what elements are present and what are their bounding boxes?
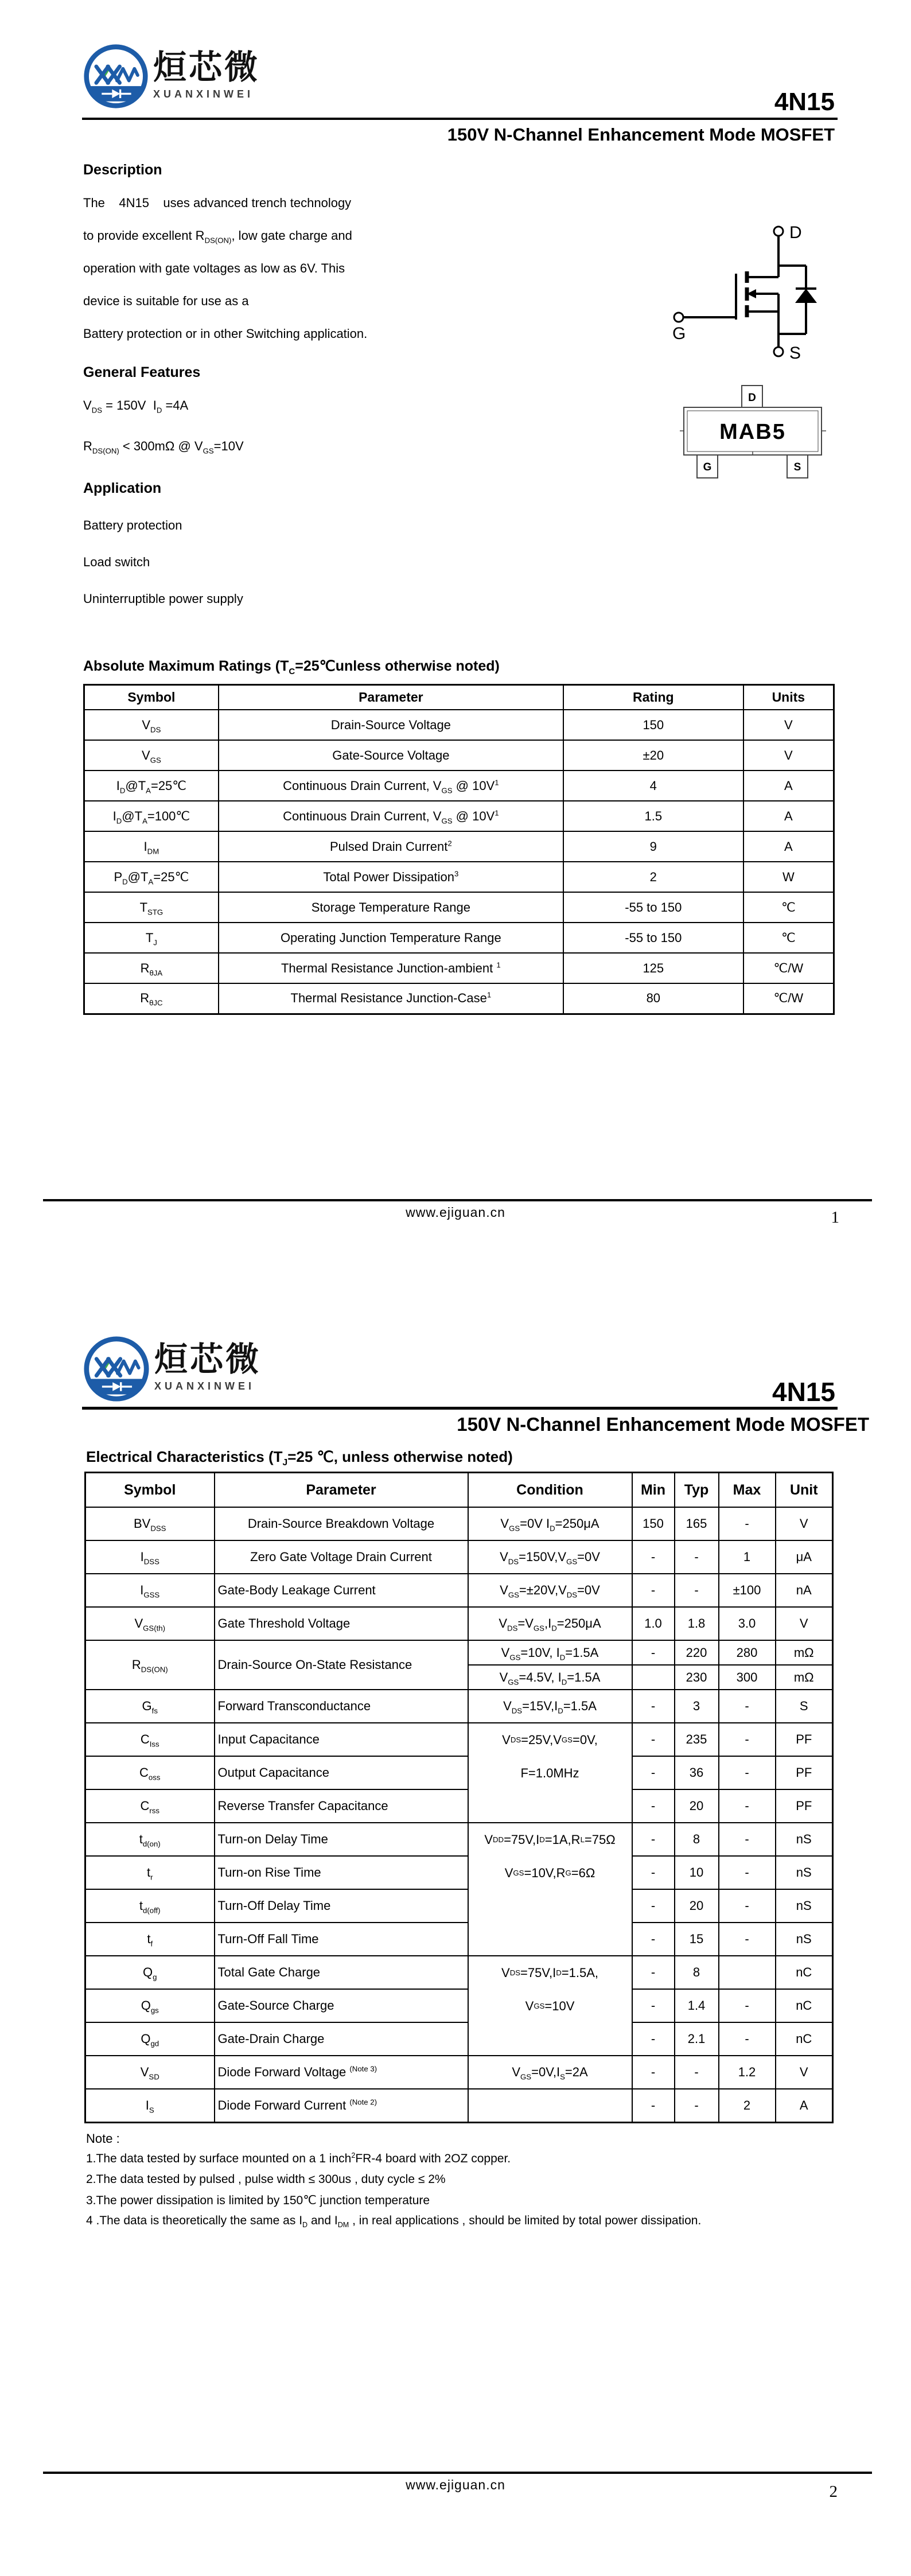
table-cell: $R_{DS(ON)}$ bbox=[85, 1640, 215, 1690]
description-line: operation with gate voltages as low as 6V. This bbox=[83, 261, 345, 275]
page-2 bbox=[0, 1288, 911, 2576]
table-cell: $t_r$ bbox=[85, 1856, 215, 1889]
table-cell: $t_f$ bbox=[85, 1923, 215, 1956]
table-cell: - bbox=[719, 1756, 776, 1789]
table-cell: ℃ bbox=[743, 892, 834, 923]
source-label: S bbox=[789, 344, 801, 363]
brand-logo-icon bbox=[83, 44, 149, 109]
table-cell: - bbox=[632, 1856, 675, 1889]
table-cell: A bbox=[776, 2089, 833, 2122]
table-cell: nS bbox=[776, 1823, 833, 1856]
table-cell: ℃ bbox=[743, 923, 834, 953]
table-cell: Drain-Source Breakdown Voltage bbox=[215, 1507, 468, 1540]
column-header: Parameter bbox=[219, 685, 563, 710]
table-row bbox=[85, 1574, 833, 1607]
table-cell: - bbox=[719, 1989, 776, 2022]
table-cell: - bbox=[632, 2056, 675, 2089]
footer-url: www.ejiguan.cn bbox=[406, 1205, 505, 1220]
table-cell: nS bbox=[776, 1889, 833, 1923]
table-row bbox=[85, 1507, 833, 1540]
table-cell bbox=[719, 1956, 776, 1989]
table-cell: PF bbox=[776, 1756, 833, 1789]
brand-logo bbox=[83, 1336, 261, 1402]
doc-subtitle: 150V N-Channel Enhancement Mode MOSFET bbox=[447, 124, 835, 145]
table-cell: nS bbox=[776, 1856, 833, 1889]
table-row bbox=[85, 1989, 833, 2022]
table-cell: ℃/W bbox=[743, 953, 834, 983]
table-cell: 1.0 bbox=[632, 1607, 675, 1640]
table-cell: $V_{GS}=4.5V$, $I_D=1.5A$ bbox=[468, 1665, 632, 1690]
package-outline-figure bbox=[680, 382, 826, 482]
table-cell: - bbox=[632, 1690, 675, 1723]
table-cell: - bbox=[632, 1640, 675, 1665]
column-header: Units bbox=[743, 685, 834, 710]
table-cell: - bbox=[719, 1789, 776, 1823]
general-features-heading: General Features bbox=[83, 364, 201, 380]
table-cell: nC bbox=[776, 2022, 833, 2056]
table-cell: V DS =25V,V GS =0V, F=1.0MHz bbox=[468, 1723, 632, 1823]
table-cell: V bbox=[743, 740, 834, 771]
mosfet-symbol-figure bbox=[660, 221, 832, 367]
table-cell: A bbox=[743, 771, 834, 801]
table-cell: Gate-Body Leakage Current bbox=[215, 1574, 468, 1607]
table-cell: $Q_g$ bbox=[85, 1956, 215, 1989]
feature-line: $V_{DS} = 150V$ $I_D =4A$ bbox=[83, 398, 189, 415]
table-cell: - bbox=[632, 2022, 675, 2056]
table-cell: mΩ bbox=[776, 1665, 833, 1690]
pin-s-label: S bbox=[793, 461, 801, 473]
table-cell: 80 bbox=[563, 983, 743, 1014]
table-cell: $I_{DSS}$ bbox=[85, 1540, 215, 1574]
table-cell: Zero Gate Voltage Drain Current bbox=[215, 1540, 468, 1574]
table-cell: 1.4 bbox=[675, 1989, 719, 2022]
table-cell: Diode Forward Current $^{(Note 2)}$ bbox=[215, 2089, 468, 2122]
table-cell: 280 bbox=[719, 1640, 776, 1665]
table-row bbox=[85, 1756, 833, 1789]
table-cell: $P_D@T_A=25℃$ bbox=[84, 862, 219, 892]
table-cell: -55 to 150 bbox=[563, 892, 743, 923]
table-cell: V bbox=[776, 2056, 833, 2089]
pin-d-label: D bbox=[748, 392, 756, 404]
table-cell: $BV_{DSS}$ bbox=[85, 1507, 215, 1540]
column-header: Parameter bbox=[215, 1473, 468, 1508]
table-cell: V bbox=[776, 1507, 833, 1540]
table-cell: 1.8 bbox=[675, 1607, 719, 1640]
general-features-list bbox=[83, 398, 496, 480]
table-cell: - bbox=[675, 2089, 719, 2122]
table-cell: nC bbox=[776, 1989, 833, 2022]
amr-title: Absolute Maximum Ratings ($T_C=25℃unless$ otherwise noted) bbox=[83, 658, 500, 676]
description-line: Battery protection or in other Switching application. bbox=[83, 326, 368, 341]
table-cell: μA bbox=[776, 1540, 833, 1574]
table-cell: - bbox=[632, 1923, 675, 1956]
brand-logo-icon bbox=[83, 1336, 150, 1402]
description-line: device is suitable for use as a bbox=[83, 294, 249, 308]
table-cell: Forward Transconductance bbox=[215, 1690, 468, 1723]
table-cell: Pulsed Drain Current$^2$ bbox=[219, 831, 563, 862]
table-cell: 10 bbox=[675, 1856, 719, 1889]
table-cell: $V_{GS(th)}$ bbox=[85, 1607, 215, 1640]
table-row bbox=[84, 801, 834, 831]
description-line: The 4N15 uses advanced trench technology bbox=[83, 196, 352, 210]
table-cell: - bbox=[632, 1889, 675, 1923]
table-cell: Output Capacitance bbox=[215, 1756, 468, 1789]
table-cell: $T_{STG}$ bbox=[84, 892, 219, 923]
table-cell: A bbox=[743, 831, 834, 862]
table-cell: $I_S$ bbox=[85, 2089, 215, 2122]
ec-title: Electrical Characteristics ($T_J=25$ ℃, unless otherwise noted) bbox=[86, 1448, 513, 1468]
table-cell: 1.5 bbox=[563, 801, 743, 831]
table-row bbox=[85, 2056, 833, 2089]
column-header: Typ bbox=[675, 1473, 719, 1508]
table-cell: - bbox=[675, 1540, 719, 1574]
table-cell: 125 bbox=[563, 953, 743, 983]
table-cell: Input Capacitance bbox=[215, 1723, 468, 1756]
table-row bbox=[84, 862, 834, 892]
table-cell: $V_{DS}=15V,I_D=1.5A$ bbox=[468, 1690, 632, 1723]
table-cell: Total Gate Charge bbox=[215, 1956, 468, 1989]
note-line: 3.The power dissipation is limited by 150℃ junction temperature bbox=[86, 2194, 430, 2207]
table-cell: 300 bbox=[719, 1665, 776, 1690]
table-cell: S bbox=[776, 1690, 833, 1723]
table-cell: 8 bbox=[675, 1956, 719, 1989]
table-row bbox=[85, 1540, 833, 1574]
table-cell: $V_{DS}=150V,V_{GS}=0V$ bbox=[468, 1540, 632, 1574]
table-cell: $C_{rss}$ bbox=[85, 1789, 215, 1823]
table-cell: Gate Threshold Voltage bbox=[215, 1607, 468, 1640]
table-cell: Storage Temperature Range bbox=[219, 892, 563, 923]
table-row bbox=[85, 1607, 833, 1640]
table-cell: nS bbox=[776, 1923, 833, 1956]
doc-subtitle: 150V N-Channel Enhancement Mode MOSFET bbox=[457, 1414, 869, 1435]
table-cell: ℃/W bbox=[743, 983, 834, 1014]
table-cell: PF bbox=[776, 1789, 833, 1823]
table-row bbox=[84, 953, 834, 983]
table-cell: - bbox=[719, 1889, 776, 1923]
table-cell: 20 bbox=[675, 1789, 719, 1823]
table-cell: V bbox=[743, 710, 834, 740]
electrical-characteristics-table bbox=[84, 1472, 832, 2123]
data-table bbox=[84, 1472, 834, 2123]
table-row bbox=[85, 1690, 833, 1723]
table-cell: 150 bbox=[632, 1507, 675, 1540]
table-cell: $C_{oss}$ bbox=[85, 1756, 215, 1789]
table-cell: Total Power Dissipation$^3$ bbox=[219, 862, 563, 892]
pin-g-label: G bbox=[703, 461, 712, 473]
column-header: Condition bbox=[468, 1473, 632, 1508]
table-cell: 165 bbox=[675, 1507, 719, 1540]
table-row bbox=[85, 1856, 833, 1889]
absolute-maximum-ratings-table bbox=[83, 684, 835, 1015]
table-cell: Turn-Off Fall Time bbox=[215, 1923, 468, 1956]
table-cell: $T_J$ bbox=[84, 923, 219, 953]
table-cell: Reverse Transfer Capacitance bbox=[215, 1789, 468, 1823]
application-line: Battery protection bbox=[83, 518, 182, 532]
brand-name bbox=[154, 1336, 261, 1392]
table-cell: $I_{DM}$ bbox=[84, 831, 219, 862]
table-cell: Drain-Source On-State Resistance bbox=[215, 1640, 468, 1690]
table-row bbox=[84, 771, 834, 801]
table-cell: V DD =75V,I D =1A,R L =75Ω V GS =10V,R G =6Ω bbox=[468, 1823, 632, 1956]
table-cell: $I_D@T_A=25℃$ bbox=[84, 771, 219, 801]
table-cell: $V_{GS}$ bbox=[84, 740, 219, 771]
table-cell: Gate-Source Voltage bbox=[219, 740, 563, 771]
table-row bbox=[84, 923, 834, 953]
table-cell: - bbox=[632, 2089, 675, 2122]
table-cell: $t_{d(on)}$ bbox=[85, 1823, 215, 1856]
table-cell: - bbox=[719, 1823, 776, 1856]
table-cell: - bbox=[675, 1574, 719, 1607]
table-cell: 230 bbox=[675, 1665, 719, 1690]
description-paragraph bbox=[83, 196, 496, 359]
header-row bbox=[84, 685, 834, 710]
column-header: Rating bbox=[563, 685, 743, 710]
table-cell: 3 bbox=[675, 1690, 719, 1723]
table-cell: - bbox=[632, 1540, 675, 1574]
header-row bbox=[85, 1473, 833, 1508]
table-cell: 2.1 bbox=[675, 2022, 719, 2056]
application-heading: Application bbox=[83, 480, 162, 496]
table-cell: -55 to 150 bbox=[563, 923, 743, 953]
table-cell: Diode Forward Voltage $^{(Note 3)}$ bbox=[215, 2056, 468, 2089]
table-cell: - bbox=[632, 1956, 675, 1989]
application-line: Load switch bbox=[83, 555, 150, 569]
table-cell: $I_{GSS}$ bbox=[85, 1574, 215, 1607]
feature-line: $R_{DS(ON)} < 300m\Omega$ @ $V_{GS}=10V$ bbox=[83, 439, 244, 456]
footer-rule bbox=[43, 2472, 872, 2474]
table-row bbox=[84, 740, 834, 771]
table-cell: $I_D@T_A=100℃$ bbox=[84, 801, 219, 831]
table-row bbox=[85, 1823, 833, 1856]
table-cell: Thermal Resistance Junction-Case$^1$ bbox=[219, 983, 563, 1014]
table-cell: $V_{DS}$ bbox=[84, 710, 219, 740]
table-cell: $R_{\theta JA}$ bbox=[84, 953, 219, 983]
table-cell: nA bbox=[776, 1574, 833, 1607]
brand-name-en: XUANXINWEI bbox=[153, 88, 254, 100]
column-header: Unit bbox=[776, 1473, 833, 1508]
brand-name-en: XUANXINWEI bbox=[154, 1380, 255, 1392]
table-cell bbox=[632, 1665, 675, 1690]
header-rule bbox=[82, 1407, 838, 1410]
brand-name-cn: 烜芯微 bbox=[153, 49, 260, 86]
table-cell: - bbox=[719, 1923, 776, 1956]
table-cell: 36 bbox=[675, 1756, 719, 1789]
table-cell: Continuous Drain Current, $V_{GS}$ @ $10V^1$ bbox=[219, 771, 563, 801]
data-table bbox=[83, 684, 835, 1015]
table-cell: ±100 bbox=[719, 1574, 776, 1607]
table-cell: $V_{GS}=10V$, $I_D=1.5A$ bbox=[468, 1640, 632, 1665]
table-cell: - bbox=[719, 1507, 776, 1540]
table-cell: mΩ bbox=[776, 1640, 833, 1665]
page-number: 2 bbox=[829, 2482, 838, 2501]
gate-label: G bbox=[672, 324, 686, 343]
table-cell: A bbox=[743, 801, 834, 831]
table-cell: $C_{Iss}$ bbox=[85, 1723, 215, 1756]
table-cell: $V_{GS}=0V$ $I_D=250\mu A$ bbox=[468, 1507, 632, 1540]
application-line: Uninterruptible power supply bbox=[83, 592, 243, 606]
package-marking: MAB5 bbox=[719, 420, 786, 444]
column-header: Max bbox=[719, 1473, 776, 1508]
table-cell: - bbox=[632, 1756, 675, 1789]
table-cell: - bbox=[675, 2056, 719, 2089]
table-cell: Operating Junction Temperature Range bbox=[219, 923, 563, 953]
table-cell: Turn-Off Delay Time bbox=[215, 1889, 468, 1923]
table-cell: - bbox=[719, 2022, 776, 2056]
table-row bbox=[85, 1923, 833, 1956]
notes-list bbox=[86, 2152, 832, 2235]
table-cell: Gate-Source Charge bbox=[215, 1989, 468, 2022]
table-cell bbox=[468, 2089, 632, 2122]
table-cell: Gate-Drain Charge bbox=[215, 2022, 468, 2056]
table-row bbox=[84, 892, 834, 923]
table-row bbox=[85, 1789, 833, 1823]
note-line: 2.The data tested by pulsed , pulse width ≤ 300us , duty cycle ≤ 2% bbox=[86, 2173, 446, 2186]
table-cell: V bbox=[776, 1607, 833, 1640]
table-cell: Continuous Drain Current, $V_{GS}$ @ $10V^1$ bbox=[219, 801, 563, 831]
column-header: Symbol bbox=[84, 685, 219, 710]
table-cell: Turn-on Delay Time bbox=[215, 1823, 468, 1856]
drain-label: D bbox=[789, 223, 802, 242]
table-row bbox=[84, 710, 834, 740]
table-cell: - bbox=[632, 1789, 675, 1823]
table-row bbox=[85, 1956, 833, 1989]
description-heading: Description bbox=[83, 162, 162, 178]
table-cell: - bbox=[632, 1723, 675, 1756]
table-cell: $R_{\theta JC}$ bbox=[84, 983, 219, 1014]
table-cell: 150 bbox=[563, 710, 743, 740]
table-cell: - bbox=[632, 1989, 675, 2022]
table-row bbox=[85, 1889, 833, 1923]
table-cell: 4 bbox=[563, 771, 743, 801]
table-cell: 1.2 bbox=[719, 2056, 776, 2089]
table-cell: $V_{SD}$ bbox=[85, 2056, 215, 2089]
table-row bbox=[85, 2089, 833, 2122]
part-number: 4N15 bbox=[772, 1377, 835, 1407]
table-cell: - bbox=[719, 1856, 776, 1889]
brand-name-cn: 烜芯微 bbox=[154, 1341, 262, 1378]
table-cell: 235 bbox=[675, 1723, 719, 1756]
table-row bbox=[84, 983, 834, 1014]
table-cell: 1 bbox=[719, 1540, 776, 1574]
table-row bbox=[85, 1723, 833, 1756]
page-number: 1 bbox=[831, 1208, 839, 1227]
column-header: Min bbox=[632, 1473, 675, 1508]
table-cell: PF bbox=[776, 1723, 833, 1756]
table-cell: $V_{GS}=\pm 20V,V_{DS}=0V$ bbox=[468, 1574, 632, 1607]
table-cell: Turn-on Rise Time bbox=[215, 1856, 468, 1889]
table-cell: 2 bbox=[563, 862, 743, 892]
table-row bbox=[84, 831, 834, 862]
table-cell: $V_{DS}=V_{GS},I_D=250\mu A$ bbox=[468, 1607, 632, 1640]
footer-url: www.ejiguan.cn bbox=[406, 2477, 505, 2492]
part-number: 4N15 bbox=[774, 88, 835, 116]
table-cell: nC bbox=[776, 1956, 833, 1989]
table-row bbox=[85, 2022, 833, 2056]
table-cell: - bbox=[632, 1823, 675, 1856]
table-cell: 220 bbox=[675, 1640, 719, 1665]
table-cell: 20 bbox=[675, 1889, 719, 1923]
table-cell: 15 bbox=[675, 1923, 719, 1956]
table-cell: 2 bbox=[719, 2089, 776, 2122]
table-cell: $Q_{gd}$ bbox=[85, 2022, 215, 2056]
table-cell: $Q_{gs}$ bbox=[85, 1989, 215, 2022]
table-cell: 9 bbox=[563, 831, 743, 862]
table-cell: Drain-Source Voltage bbox=[219, 710, 563, 740]
footer-rule bbox=[43, 1199, 872, 1201]
table-cell: V DS =75V,I D =1.5A, V GS =10V bbox=[468, 1956, 632, 2056]
table-cell: W bbox=[743, 862, 834, 892]
table-cell: $t_{d(off)}$ bbox=[85, 1889, 215, 1923]
header-rule bbox=[82, 118, 838, 120]
brand-name bbox=[153, 44, 260, 100]
description-line: to provide excellent $R_{DS(ON)}$, low gate charge and bbox=[83, 228, 352, 245]
table-cell: ±20 bbox=[563, 740, 743, 771]
table-cell: - bbox=[719, 1723, 776, 1756]
table-row bbox=[85, 1640, 833, 1665]
table-cell: $G_{fs}$ bbox=[85, 1690, 215, 1723]
table-cell: $V_{GS}=0V,I_S=2A$ bbox=[468, 2056, 632, 2089]
body-diode-icon bbox=[795, 289, 817, 303]
brand-logo bbox=[83, 44, 260, 109]
table-cell: 3.0 bbox=[719, 1607, 776, 1640]
table-cell: Thermal Resistance Junction-ambient $^1$ bbox=[219, 953, 563, 983]
application-list bbox=[83, 518, 496, 628]
notes-heading: Note : bbox=[86, 2131, 120, 2146]
note-line: 1.The data tested by surface mounted on a 1 inch$^2$FR-4 board with 2OZ copper. bbox=[86, 2151, 511, 2165]
column-header: Symbol bbox=[85, 1473, 215, 1508]
table-cell: 8 bbox=[675, 1823, 719, 1856]
table-cell: - bbox=[719, 1690, 776, 1723]
note-line: 4 .The data is theoretically the same as $I_D$ and $I_{DM}$ , in real applications , should be limited by total power dissipation. bbox=[86, 2214, 702, 2229]
table-cell: - bbox=[632, 1574, 675, 1607]
